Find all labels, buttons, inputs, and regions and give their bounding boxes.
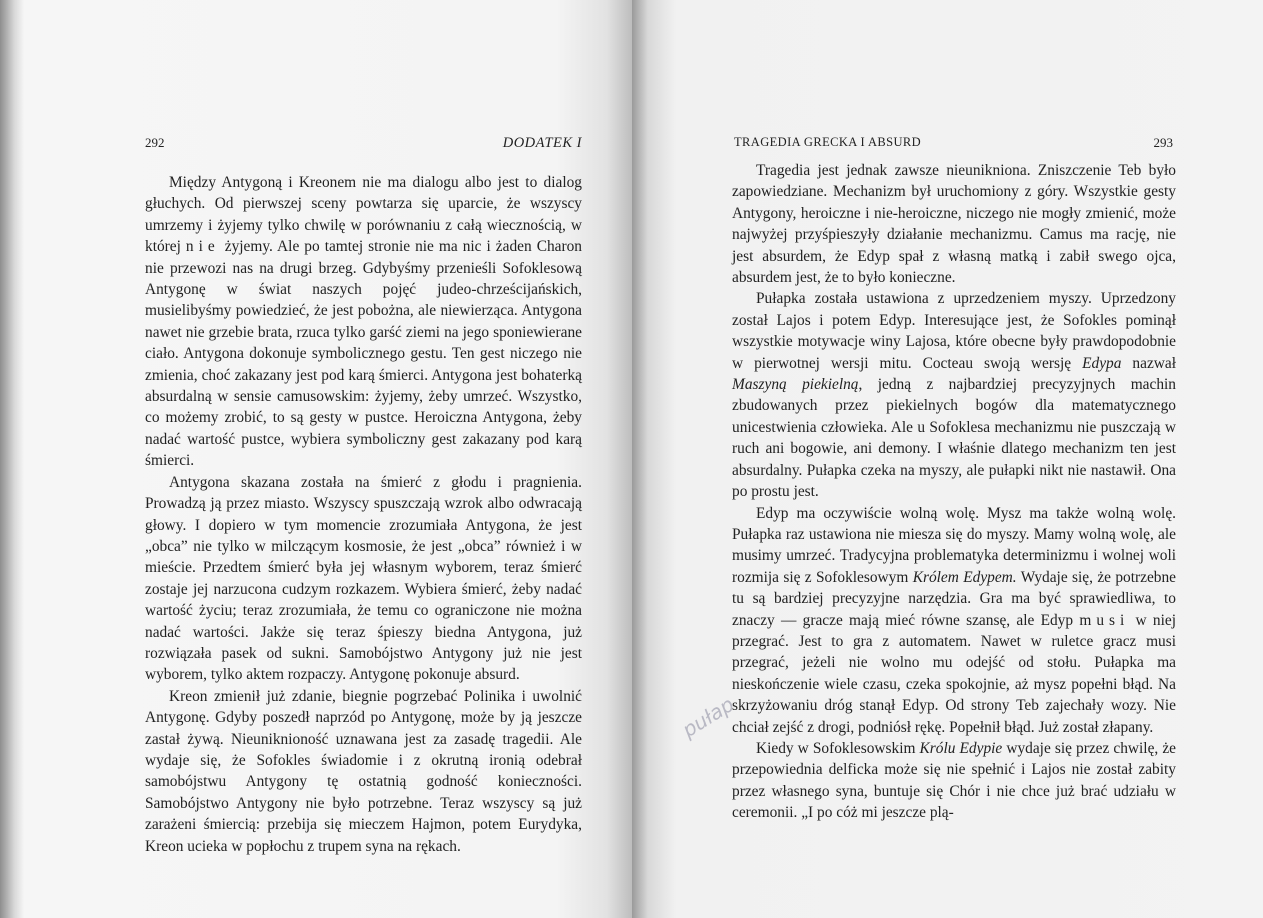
right-paragraph-4-italic-krolu: Królu Edypie [919, 739, 1003, 757]
right-paragraph-2 [732, 288, 1176, 502]
left-paragraph-1-part-a: Między Antygoną i Kreonem nie ma dialogu albo jest to dialog głuchych. Od pierwszej sceny powtarza się uparcie, że wszyscy umrzemy i żyjemy tylko chwilę w porównaniu z całą wiecznością, w której [145, 174, 582, 256]
right-page-text [732, 160, 1176, 824]
right-paragraph-2-part-b: nazwał [1121, 354, 1176, 372]
left-page-edge-shadow [0, 0, 24, 918]
left-running-title: DODATEK I [502, 135, 582, 151]
left-paragraph-1-spaced: nie [185, 238, 220, 256]
right-page-number: 293 [1153, 135, 1173, 150]
right-paragraph-3-part-a: Edyp ma oczywiście wolną wolę. Mysz ma także wolną wolę. Pułapka raz ustawiona nie miesza się do myszy. Mamy wolną wolę, ale musimy umrzeć. Tradycyjna problematyka determinizmu i wolnej woli rozmija się z Sofoklesowym [732, 504, 1176, 586]
right-paragraph-3-spaced: musi [1079, 611, 1130, 629]
right-paragraph-1: Tragedia jest jednak zawsze nieunikniona. Zniszczenie Teb było zapowiedziane. Mechanizm był uruchomiony z góry. Wszystkie gesty Antygony, heroiczne i nie-heroiczne, niczego nie mogły zmienić, może najwyżej przyśpieszyły działanie mechanizmu. Camus ma rację, nie jest absurdem, że Edyp spał z własną matką i zabił swego ojca, absurdem jest, że to było konieczne. [732, 162, 1176, 287]
right-paragraph-2-part-c: , jedną z najbardziej precyzyjnych machin zbudowanych przez piekielnych bogów dla matematycznego unicestwienia człowieka. Ale u Sofoklesa mechanizmu nie puszczają w ruch ani bogowie, ani demony. I właśnie dlatego mechanizm ten jest absurdalny. Pułapka czeka na myszy, ale pułapki nikt nie nastawił. Ona po prostu jest. [732, 376, 1176, 501]
left-paragraph-2: Antygona skazana została na śmierć z głodu i pragnienia. Prowadzą ją przez miasto. Wszyscy spuszczają wzrok albo odwracają głowy. I dopiero w tym momencie zrozumiała Antygona, że jest „obca” nie tylko w milczącym kosmosie, że jest „obca” również i w mieście. Przedtem śmierć była jej własnym wyborem, teraz śmierć zostaje jej narzucona cudzym rozkazem. Wybiera śmierć, żeby nadać wartość życiu; teraz zrozumiała, że temu co ograniczone nie można nadać wartości. Jakże się teraz śpieszy biedna Antygona, już rozwiązała pasek od sukni. Samobójstwo Antygony już nie jest wyborem, tylko aktem rozpaczy. Antygonę pokonuje absurd. [145, 473, 582, 684]
right-running-title: TRAGEDIA GRECKA I ABSURD [734, 135, 922, 149]
right-paragraph-2-italic-edypa: Edypa [1082, 354, 1122, 372]
right-paragraph-4-part-b: wydaje się przez chwilę, że przepowiednia delficka może się nie spełnić i Lajos nie został zabity przez własnego syna, buntuje się Chór i nie chce już brać udziału w ceremonii. „I po cóż mi jeszcze plą- [732, 739, 1176, 822]
right-paragraph-3 [732, 503, 1176, 738]
left-paragraph-1-part-b: żyjemy. Ale po tamtej stronie nie ma nic i żaden Charon nie przewozi nas na drugi brzeg. Gdybyśmy przenieśli Sofoklesową Antygonę w świat naszych pojęć judeo-chrześcijańskich, musielibyśmy powiedzieć, że jest pobożna, ale niewierząca. Antygona nawet nie grzebie brata, rzuca tylko garść ziemi na jego sponiewierane ciało. Antygona dokonuje symbolicznego gestu. Ten gest niczego nie zmienia, choć zakazany jest pod karą śmierci. Antygona jest bohaterką absurdalną w sensie camusowskim: żyjemy, żeby umrzeć. Wszystko, co możemy zrobić, to są gesty w pustce. Heroiczna Antygona, żeby nadać wartość pustce, wybiera symboliczny gest zakazany pod karą śmierci. [145, 238, 582, 470]
right-paragraph-2-italic-maszyna: Maszyną piekielną [732, 376, 859, 394]
left-paragraph-3: Kreon zmienił już zdanie, biegnie pogrzebać Polinika i uwolnić Antygonę. Gdyby poszedł naprzód po Antygonę, może by ją jeszcze zastał żywą. Nieuniknioność uznawana jest za zasadę tragedii. Ale wydaje się, że Sofokles świadomie i z okrutną ironią odebrał samobójstwu Antygony tę ostatnią godność konieczności. Samobójstwo Antygony nie było potrzebne. Teraz wszyscy są już zarażeni śmiercią: przebija się mieczem Hajmon, potem Eurydyka, Kreon ucieka w popłochu z trupem syna na rękach. [145, 687, 582, 855]
left-paragraph-1 [145, 172, 582, 472]
pencil-marginal-note: pułap [677, 691, 739, 743]
right-paragraph-4 [732, 738, 1176, 824]
left-page-number: 292 [145, 135, 165, 150]
right-paragraph-4-part-a: Kiedy w Sofoklesowskim [756, 739, 920, 757]
right-paragraph-3-italic-krolem: Królem Edypem. [912, 568, 1017, 586]
left-page-text [145, 172, 582, 857]
right-paragraph-3-part-b: Wydaje się, że potrzebne tu są bardziej precyzyjne narzędzia. Gra ma być sprawiedliwa, to znaczy — gracze mają mieć równe szansę, ale Edyp [732, 568, 1177, 629]
right-paragraph-3-part-c: w niej przegrać. Jest to gra z automatem. Nawet w ruletce gracz musi przegrać, jeżeli nie wolno mu odejść od stołu. Pułapka ma nieskończenie wiele czasu, czeka spokojnie, aż mysz popełni błąd. Na skrzyżowaniu dróg stanął Edyp. Od strony Teb zajechały wozy. Nie chciał zejść z drogi, podniósł rękę. Popełnił błąd. Już został złapany. [732, 611, 1176, 736]
right-page [632, 0, 1263, 918]
right-paragraph-2-part-a: Pułapka została ustawiona z uprzedzeniem myszy. Uprzedzony został Lajos i potem Edyp. Interesujące jest, że Sofokles pominął wszystkie motywacje winy Lajosa, które obecne były prawdopodobnie w pierwotnej wersji mitu. Cocteau swoją wersję [732, 290, 1176, 372]
